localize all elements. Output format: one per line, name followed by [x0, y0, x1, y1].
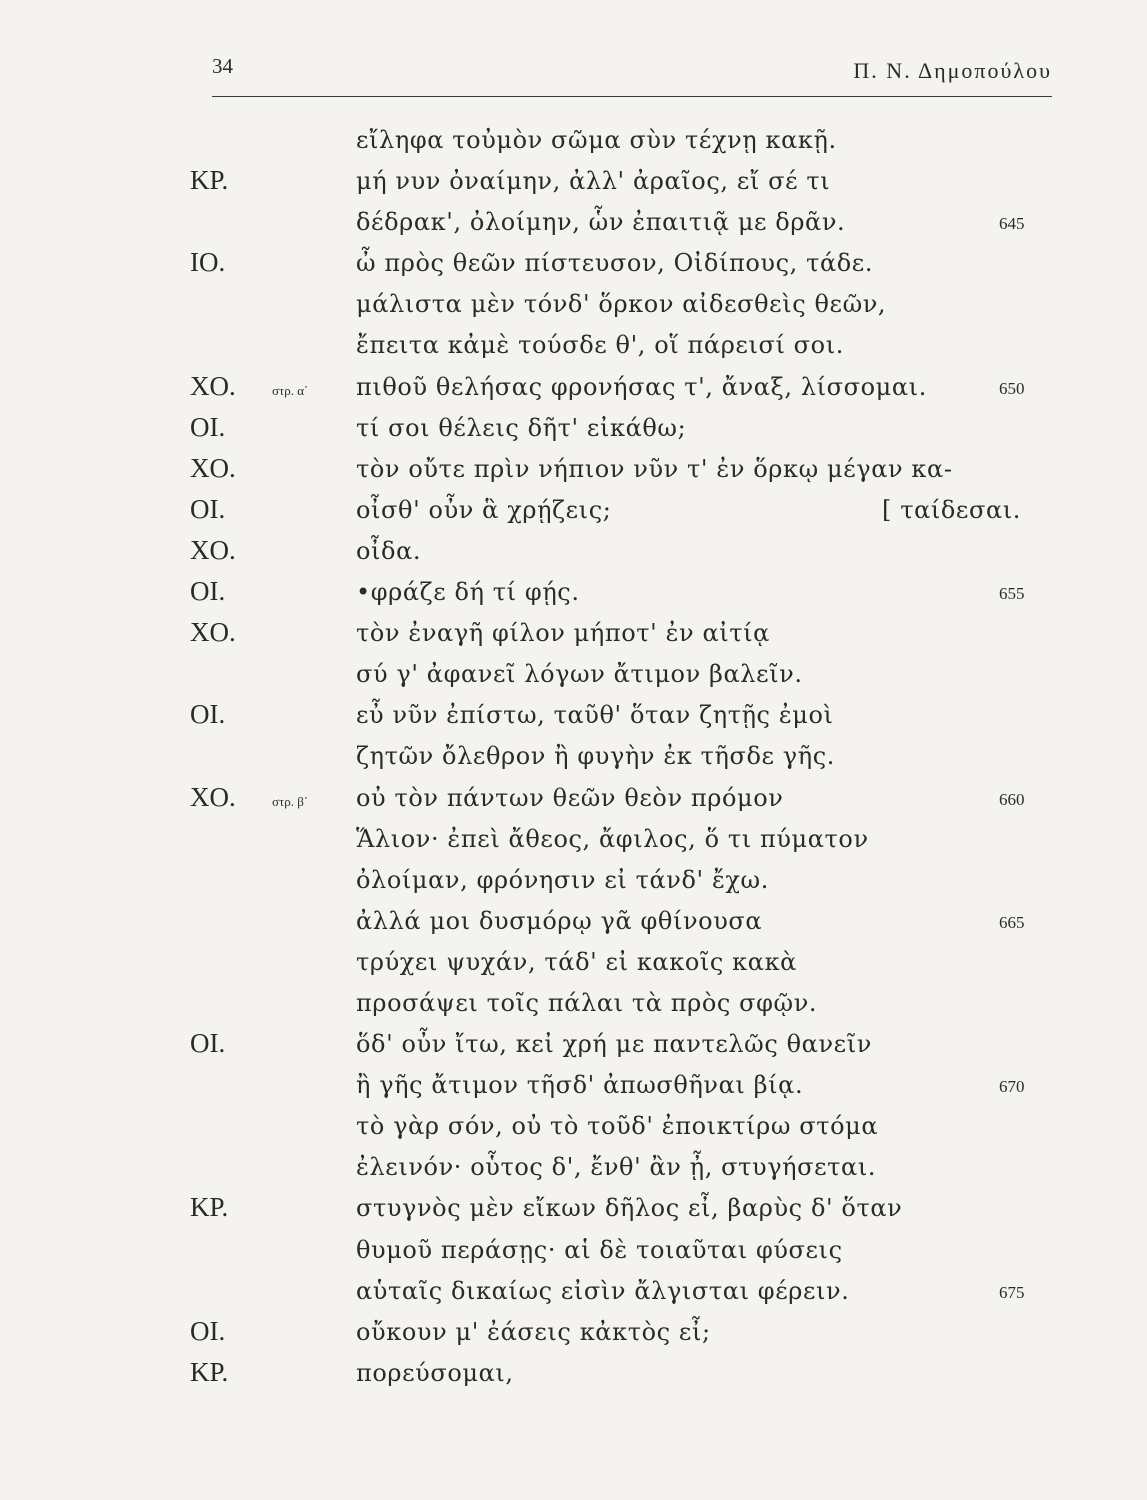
verse-text: οὔκουν μ' ἐάσεις κἀκτὸς εἶ; [356, 1317, 711, 1346]
verse-line [0, 946, 1147, 987]
verse-line [0, 371, 1147, 412]
verse-line [0, 740, 1147, 781]
line-number: 660 [999, 789, 1025, 809]
verse-text: οἶδα. [356, 536, 422, 565]
verse-line [0, 576, 1147, 617]
verse-line [0, 699, 1147, 740]
verse-text: ὀλοίμαν, φρόνησιν εἰ τάνδ' ἔχω. [356, 865, 769, 894]
verse-line [0, 1028, 1147, 1069]
speaker-label: ΧΟ. [190, 781, 236, 812]
verse-text: ὅδ' οὖν ἴτω, κεἰ χρή με παντελῶς θανεῖν [356, 1030, 872, 1059]
verse-text: προσάψει τοῖς πάλαι τὰ πρὸς σφῷν. [356, 988, 818, 1017]
verse-text: ἔπειτα κἀμὲ τούσδε θ', οἵ πάρεισί σοι. [356, 331, 844, 360]
speaker-label: ΚΡ. [190, 165, 229, 196]
speaker-label: ΧΟ. [190, 452, 236, 483]
verse-text: θυμοῦ περάσῃς· αἱ δὲ τοιαῦται φύσεις [356, 1235, 843, 1264]
verse-line [0, 1110, 1147, 1151]
verse-line [0, 124, 1147, 165]
verse-text: οἶσθ' οὖν ἃ χρῄζεις; [356, 495, 612, 524]
verse-text: τὸν οὔτε πρὶν νήπιον νῦν τ' ἐν ὅρκῳ μέγαν κα- [356, 454, 953, 483]
line-number: 655 [999, 584, 1025, 604]
verse-line [0, 617, 1147, 658]
verse-text: ζητῶν ὄλεθρον ἢ φυγὴν ἐκ τῆσδε γῆς. [356, 742, 835, 771]
page-number: 34 [212, 54, 233, 78]
verse-line [0, 494, 1147, 535]
verse-text: αὑταῖς δικαίως εἰσὶν ἄλγισται φέρειν. [356, 1276, 850, 1305]
verse-line [0, 1275, 1147, 1316]
verse-text: εὖ νῦν ἐπίστω, ταῦθ' ὅταν ζητῇς ἐμοὶ [356, 701, 834, 730]
speaker-label: ΚΡ. [190, 1192, 229, 1223]
verse-text: ἢ γῆς ἄτιμον τῆσδ' ἀπωσθῆναι βίᾳ. [356, 1071, 804, 1100]
page-header [212, 50, 1052, 97]
verse-text: οὐ τὸν πάντων θεῶν θεὸν πρόμον [356, 783, 784, 812]
speaker-label: ΟΙ. [190, 699, 226, 730]
speaker-label: ΧΟ. [190, 617, 236, 648]
verse-line [0, 453, 1147, 494]
verse-text: ἀλλά μοι δυσμόρῳ γᾶ φθίνουσα [356, 906, 763, 935]
running-title: Π. Ν. Δημοπούλου [853, 58, 1052, 83]
verse-text: πιθοῦ θελήσας φρονήσας τ', ἄναξ, λίσσομαι. [356, 372, 927, 401]
verse-text: τὸ γὰρ σόν, οὐ τὸ τοῦδ' ἐποικτίρω στόμα [356, 1112, 879, 1141]
line-number: 665 [999, 912, 1025, 932]
verse-line [0, 823, 1147, 864]
line-number: 670 [999, 1077, 1025, 1097]
verse-line [0, 1069, 1147, 1110]
speaker-label: ΧΟ. [190, 534, 236, 565]
speaker-label: ΟΙ. [190, 576, 226, 607]
verse-line [0, 1357, 1147, 1398]
verse-text: ὦ πρὸς θεῶν πίστευσον, Οἰδίπους, τάδε. [356, 249, 874, 278]
verse-text: •φράζε δή τί φῄς. [356, 578, 580, 607]
speaker-label: ΟΙ. [190, 411, 226, 442]
verse-line [0, 288, 1147, 329]
verse-text: μάλιστα μὲν τόνδ' ὅρκον αἰδεσθεὶς θεῶν, [356, 290, 887, 319]
verse-line [0, 412, 1147, 453]
verse-text: δέδρακ', ὀλοίμην, ὧν ἐπαιτιᾷ με δρᾶν. [356, 208, 846, 237]
line-number: 645 [999, 214, 1025, 234]
strophe-marker: στρ. α΄ [272, 382, 309, 398]
speaker-label: ΚΡ. [190, 1356, 229, 1387]
line-number: 650 [999, 378, 1025, 398]
verse-text: Ἅλιον· ἐπεὶ ἄθεος, ἄφιλος, ὅ τι πύματον [356, 824, 869, 853]
speaker-label: ΙΟ. [190, 247, 226, 278]
verse-line [0, 864, 1147, 905]
verse-text: τί σοι θέλεις δῆτ' εἰκάθω; [356, 413, 687, 442]
verse-text: τρύχει ψυχάν, τάδ' εἰ κακοῖς κακὰ [356, 947, 797, 976]
verse-text: ἐλεινόν· οὗτος δ', ἔνθ' ἂν ᾖ, στυγήσεται. [356, 1153, 877, 1182]
line-number: 675 [999, 1282, 1025, 1302]
verse-line [0, 206, 1147, 247]
speaker-label: ΧΟ. [190, 370, 236, 401]
verse-continuation: [ ταίδεσαι. [882, 495, 1021, 524]
verse-text: μή νυν ὀναίμην, ἀλλ' ἀραῖος, εἴ σέ τι [356, 167, 831, 196]
speaker-label: ΟΙ. [190, 1315, 226, 1346]
speaker-label: ΟΙ. [190, 1028, 226, 1059]
verse-line [0, 782, 1147, 823]
strophe-marker: στρ. β΄ [272, 793, 309, 809]
verse-line [0, 247, 1147, 288]
verse-text: εἴληφα τοὐμὸν σῶμα σὺν τέχνῃ κακῇ. [356, 126, 837, 154]
verse-line [0, 1316, 1147, 1357]
verse-line [0, 535, 1147, 576]
verse-line [0, 1192, 1147, 1233]
verse-text: πορεύσομαι, [356, 1358, 514, 1387]
verse-block [0, 124, 1147, 1398]
speaker-label: ΟΙ. [190, 493, 226, 524]
verse-line [0, 658, 1147, 699]
verse-text: τὸν ἐναγῆ φίλον μήποτ' ἐν αἰτίᾳ [356, 619, 770, 648]
verse-line [0, 1151, 1147, 1192]
verse-line [0, 905, 1147, 946]
verse-text: σύ γ' ἀφανεῖ λόγων ἄτιμον βαλεῖν. [356, 660, 803, 689]
verse-line [0, 329, 1147, 370]
verse-line [0, 1234, 1147, 1275]
verse-line [0, 165, 1147, 206]
verse-text: στυγνὸς μὲν εἴκων δῆλος εἶ, βαρὺς δ' ὅταν [356, 1194, 903, 1223]
verse-line [0, 987, 1147, 1028]
